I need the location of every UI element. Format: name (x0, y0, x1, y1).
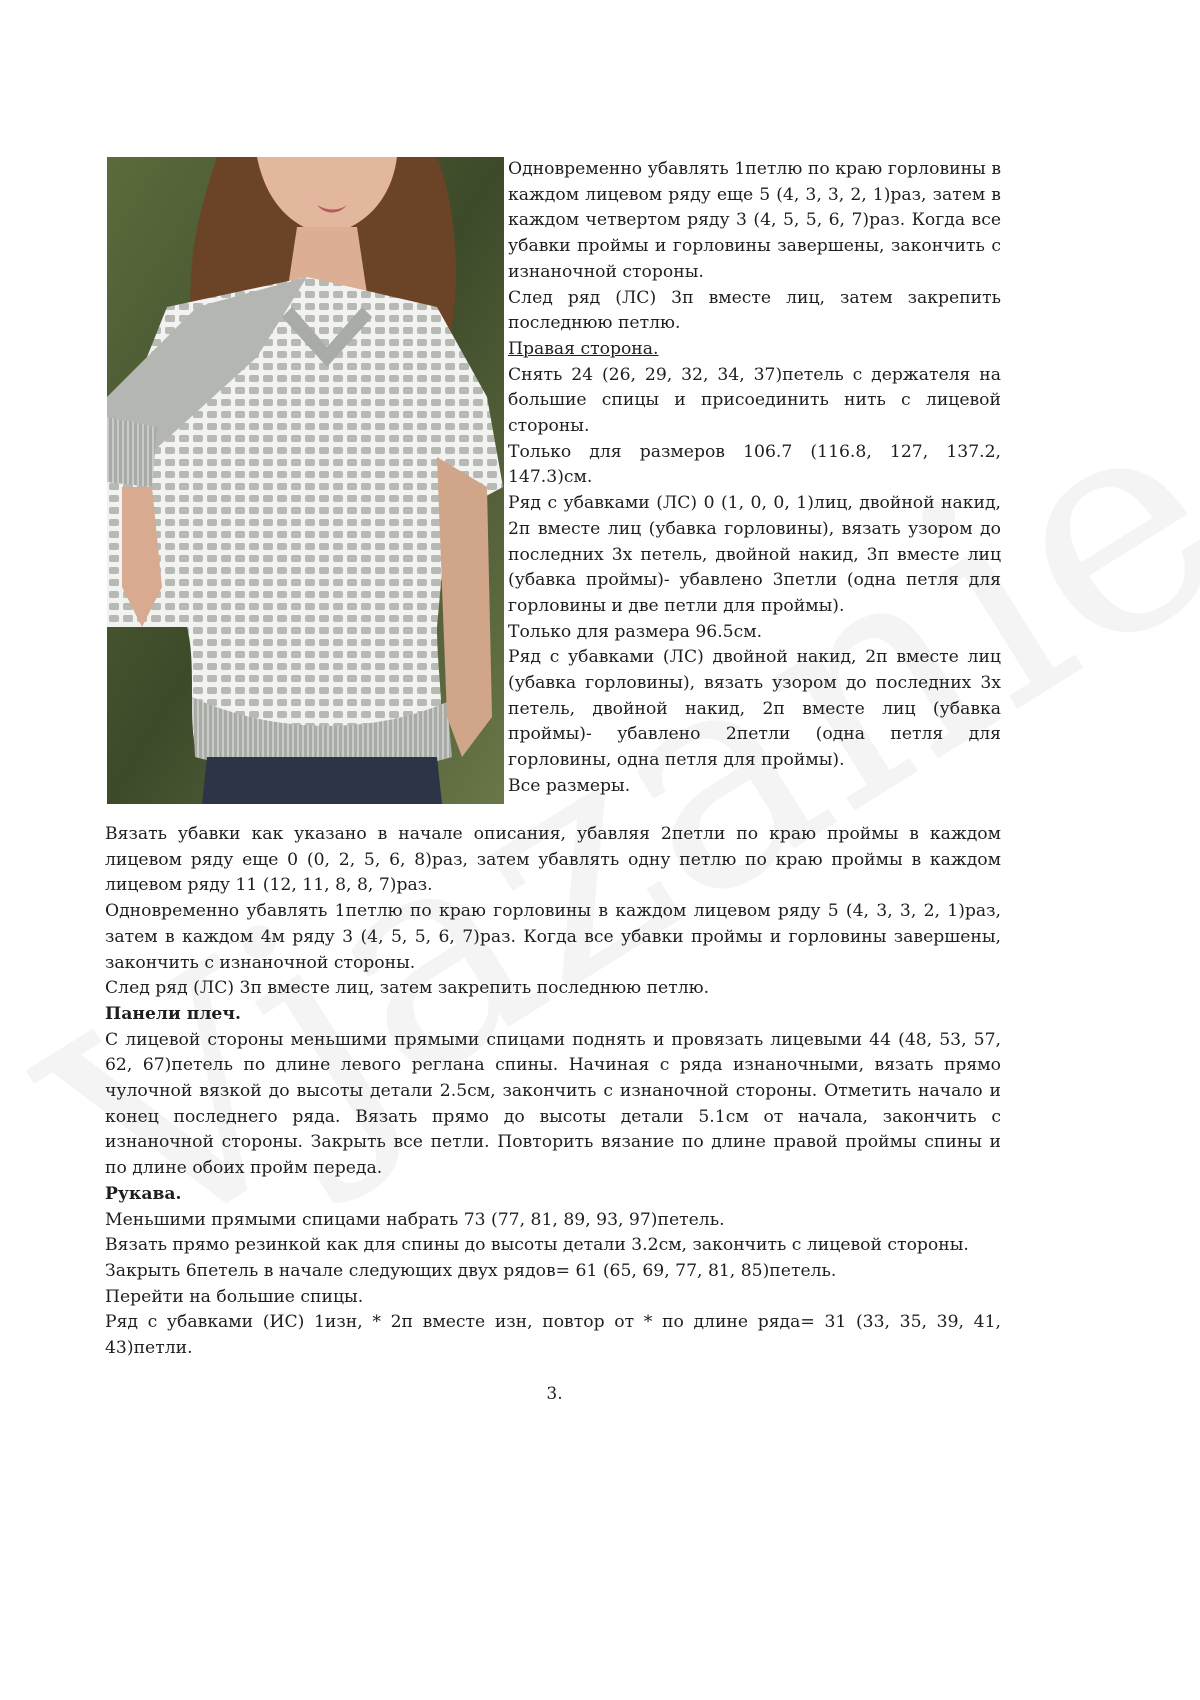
full-width-text (105, 822, 1001, 1362)
paragraph: Вязать прямо резинкой как для спины до высоты детали 3.2см, закончить с лицевой стороны. (105, 1235, 969, 1256)
paragraph: Меньшими прямыми спицами набрать 73 (77, 81, 89, 93, 97)петель. (105, 1209, 725, 1230)
paragraph: След ряд (ЛС) 3п вместе лиц, затем закрепить последнюю петлю. (508, 287, 1001, 334)
paragraph: Вязать убавки как указано в начале описания, убавляя 2петли по краю проймы в каждом лицевом ряду еще 0 (0, 2, 5, 6, 8)раз, затем убавлять одну петлю по краю проймы в каждом лицевом ряду 11 (12, 11, 8, 8, 7)раз. (105, 824, 1001, 896)
paragraph: Одновременно убавлять 1петлю по краю горловины в каждом лицевом ряду 5 (4, 3, 3, 2, 1)раз, затем в каждом 4м ряду 3 (4, 5, 5, 6, 7)раз. Когда все убавки проймы и горловины завершены, закончить с изнаночной стороны. (105, 901, 1001, 973)
paragraph: Только для размера 96.5см. (508, 621, 763, 642)
paragraph: Ряд с убавками (ЛС) двойной накид, 2п вместе лиц (убавка горловины), вязать узором до последних 3х петель, двойной накид, 2п вместе лиц (убавка проймы)- убавлено 2петли (одна петля для горловины, одна петля для проймы). (508, 647, 1001, 771)
paragraph: Закрыть 6петель в начале следующих двух рядов= 61 (65, 69, 77, 81, 85)петель. (105, 1260, 837, 1281)
page-number: 3. (546, 1384, 563, 1404)
paragraph: С лицевой стороны меньшими прямыми спицами поднять и провязать лицевыми 44 (48, 53, 57, 62, 67)петель по длине левого реглана спины. Начиная с ряда изнаночными, вязать прямо чулочной вязкой до высоты детали 2.5см, закончить с изнаночной стороны. Отметить начало и конец последнего ряда. Вязать прямо до высоты детали 5.1см от начала, закончить с изнаночной стороны. Закрыть все петли. Повторить вязание по длине правой проймы спины и по длине обоих пройм переда. (105, 1029, 1001, 1179)
paragraph: Ряд с убавками (ИС) 1изн, * 2п вместе изн, повтор от * по длине ряда= 31 (33, 35, 39, 41, 43)петли. (105, 1312, 1001, 1359)
section-heading-shoulder-panels: Панели плеч. (105, 1003, 241, 1024)
paragraph: Снять 24 (26, 29, 32, 34, 37)петель с держателя на большие спицы и присоединить нить с лицевой стороны. (508, 364, 1001, 437)
section-heading-sleeves: Рукава. (105, 1183, 182, 1204)
paragraph: Только для размеров 106.7 (116.8, 127, 137.2, 147.3)см. (508, 441, 1001, 488)
paragraph: Одновременно убавлять 1петлю по краю горловины в каждом лицевом ряду еще 5 (4, 3, 3, 2, 1)раз, затем в каждом четвертом ряду 3 (4, 5, 5, 6, 7)раз. Когда все убавки проймы и горловины завершены, закончить с изнаночной стороны. (508, 159, 1001, 282)
paragraph: Перейти на большие спицы. (105, 1286, 364, 1307)
section-subheading: Правая сторона. (508, 338, 659, 359)
paragraph: Ряд с убавками (ЛС) 0 (1, 0, 0, 1)лиц, двойной накид, 2п вместе лиц (убавка горловины), вязать узором до последних 3х петель, двойной накид, 3п вместе лиц (убавка проймы)- убавлено 3петли (одна петля для горловины и две петли для проймы). (508, 493, 1001, 616)
sweater-photo-illustration (107, 157, 504, 804)
sweater-photo (107, 157, 504, 804)
right-text-column (508, 157, 1001, 800)
paragraph: След ряд (ЛС) 3п вместе лиц, затем закрепить последнюю петлю. (105, 978, 710, 999)
paragraph: Все размеры. (508, 775, 631, 796)
